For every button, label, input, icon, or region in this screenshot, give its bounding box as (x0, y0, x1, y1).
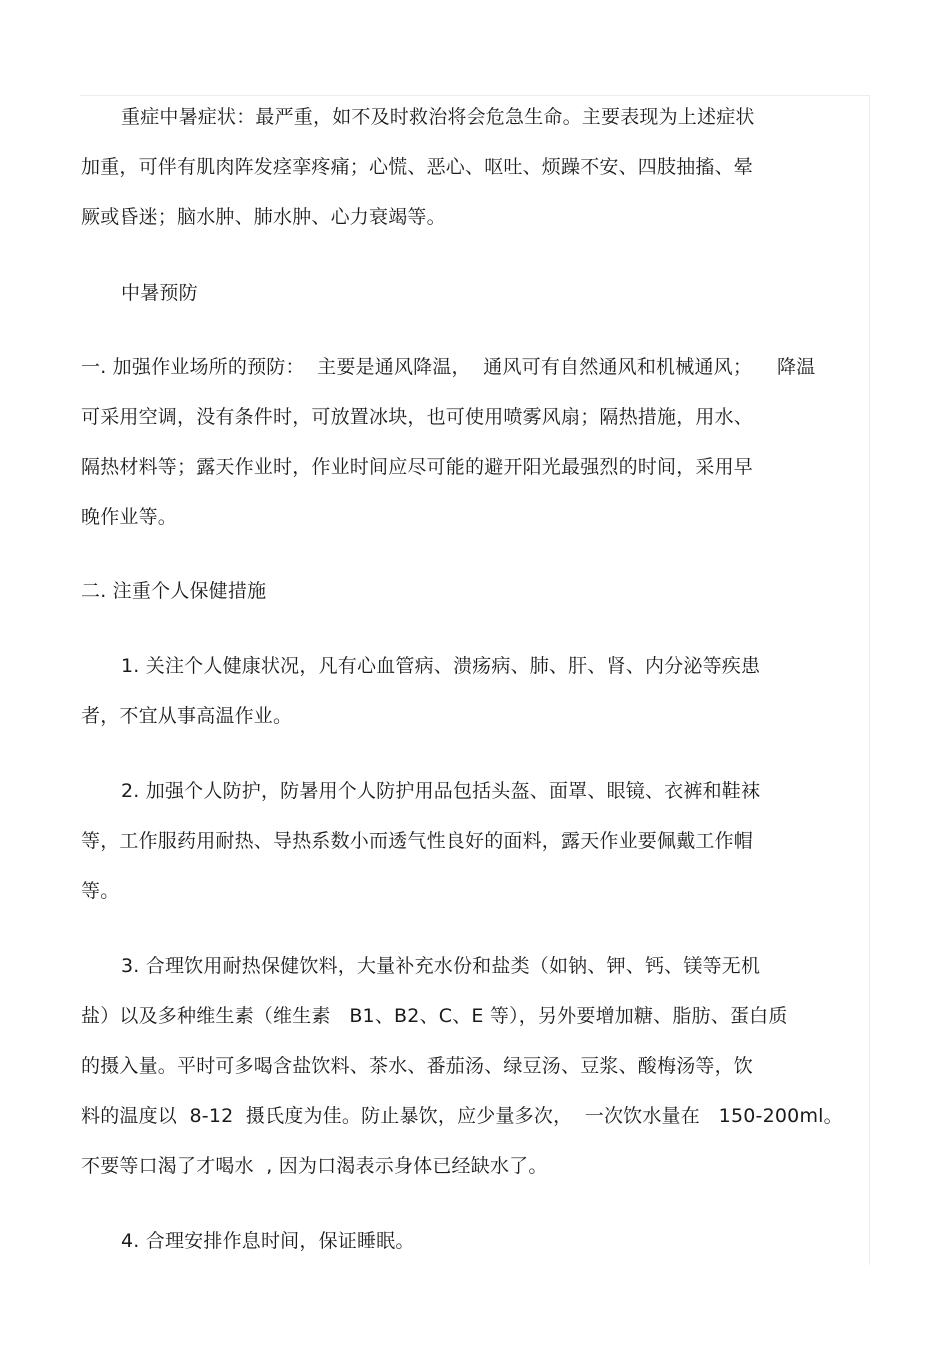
item1-line-2: 者，不宜从事高温作业。 (81, 705, 293, 727)
item4-line-1: 4. 合理安排作息时间，保证睡眠。 (121, 1230, 415, 1252)
item1-line-1: 1. 关注个人健康状况，凡有心血管病、溃疡病、肺、肝、肾、内分泌等疾患 (121, 655, 761, 677)
item3-line-4: 料的温度以 8-12 摄氏度为佳。防止暴饮，应少量多次， 一次饮水量在 150-200ml。 (81, 1105, 843, 1127)
section1-line-2: 可采用空调，没有条件时，可放置冰块，也可使用喷雾风扇；隔热措施，用水、 (81, 406, 754, 428)
item2-line-1: 2. 加强个人防护，防暑用个人防护用品包括头盔、面罩、眼镜、衣裤和鞋袜 (121, 780, 761, 802)
item3-line-3: 的摄入量。平时可多喝含盐饮料、茶水、番茄汤、绿豆汤、豆浆、酸梅汤等，饮 (81, 1055, 754, 1077)
severe-symptoms-line-1: 重症中暑症状：最严重，如不及时救治将会危急生命。主要表现为上述症状 (121, 106, 755, 128)
severe-symptoms-line-2: 加重，可伴有肌肉阵发痉挛疼痛；心慌、恶心、呕吐、烦躁不安、四肢抽搐、晕 (81, 156, 754, 178)
item3-line-1: 3. 合理饮用耐热保健饮料，大量补充水份和盐类（如钠、钾、钙、镁等无机 (121, 955, 761, 977)
section1-line-4: 晚作业等。 (81, 506, 178, 528)
page-right-border (869, 95, 870, 1265)
severe-symptoms-line-3: 厥或昏迷；脑水肿、肺水肿、心力衰竭等。 (81, 206, 446, 228)
page-top-border (80, 95, 870, 96)
item3-line-5: 不要等口渴了才喝水 , 因为口渴表示身体已经缺水了。 (81, 1155, 548, 1177)
section2-title: 二. 注重个人保健措施 (81, 580, 267, 602)
section1-line-3: 隔热材料等；露天作业时，作业时间应尽可能的避开阳光最强烈的时间，采用早 (81, 456, 754, 478)
section-heading: 中暑预防 (121, 282, 198, 304)
item2-line-3: 等。 (81, 880, 120, 902)
item2-line-2: 等，工作服药用耐热、导热系数小而透气性良好的面料，露天作业要佩戴工作帽 (81, 830, 754, 852)
item3-line-2: 盐）以及多种维生素（维生素 B1、B2、C、E 等），另外要增加糖、脂肪、蛋白质 (81, 1005, 788, 1027)
section1-line-1: 一. 加强作业场所的预防： 主要是通风降温， 通风可有自然通风和机械通风； 降温 (81, 356, 816, 378)
